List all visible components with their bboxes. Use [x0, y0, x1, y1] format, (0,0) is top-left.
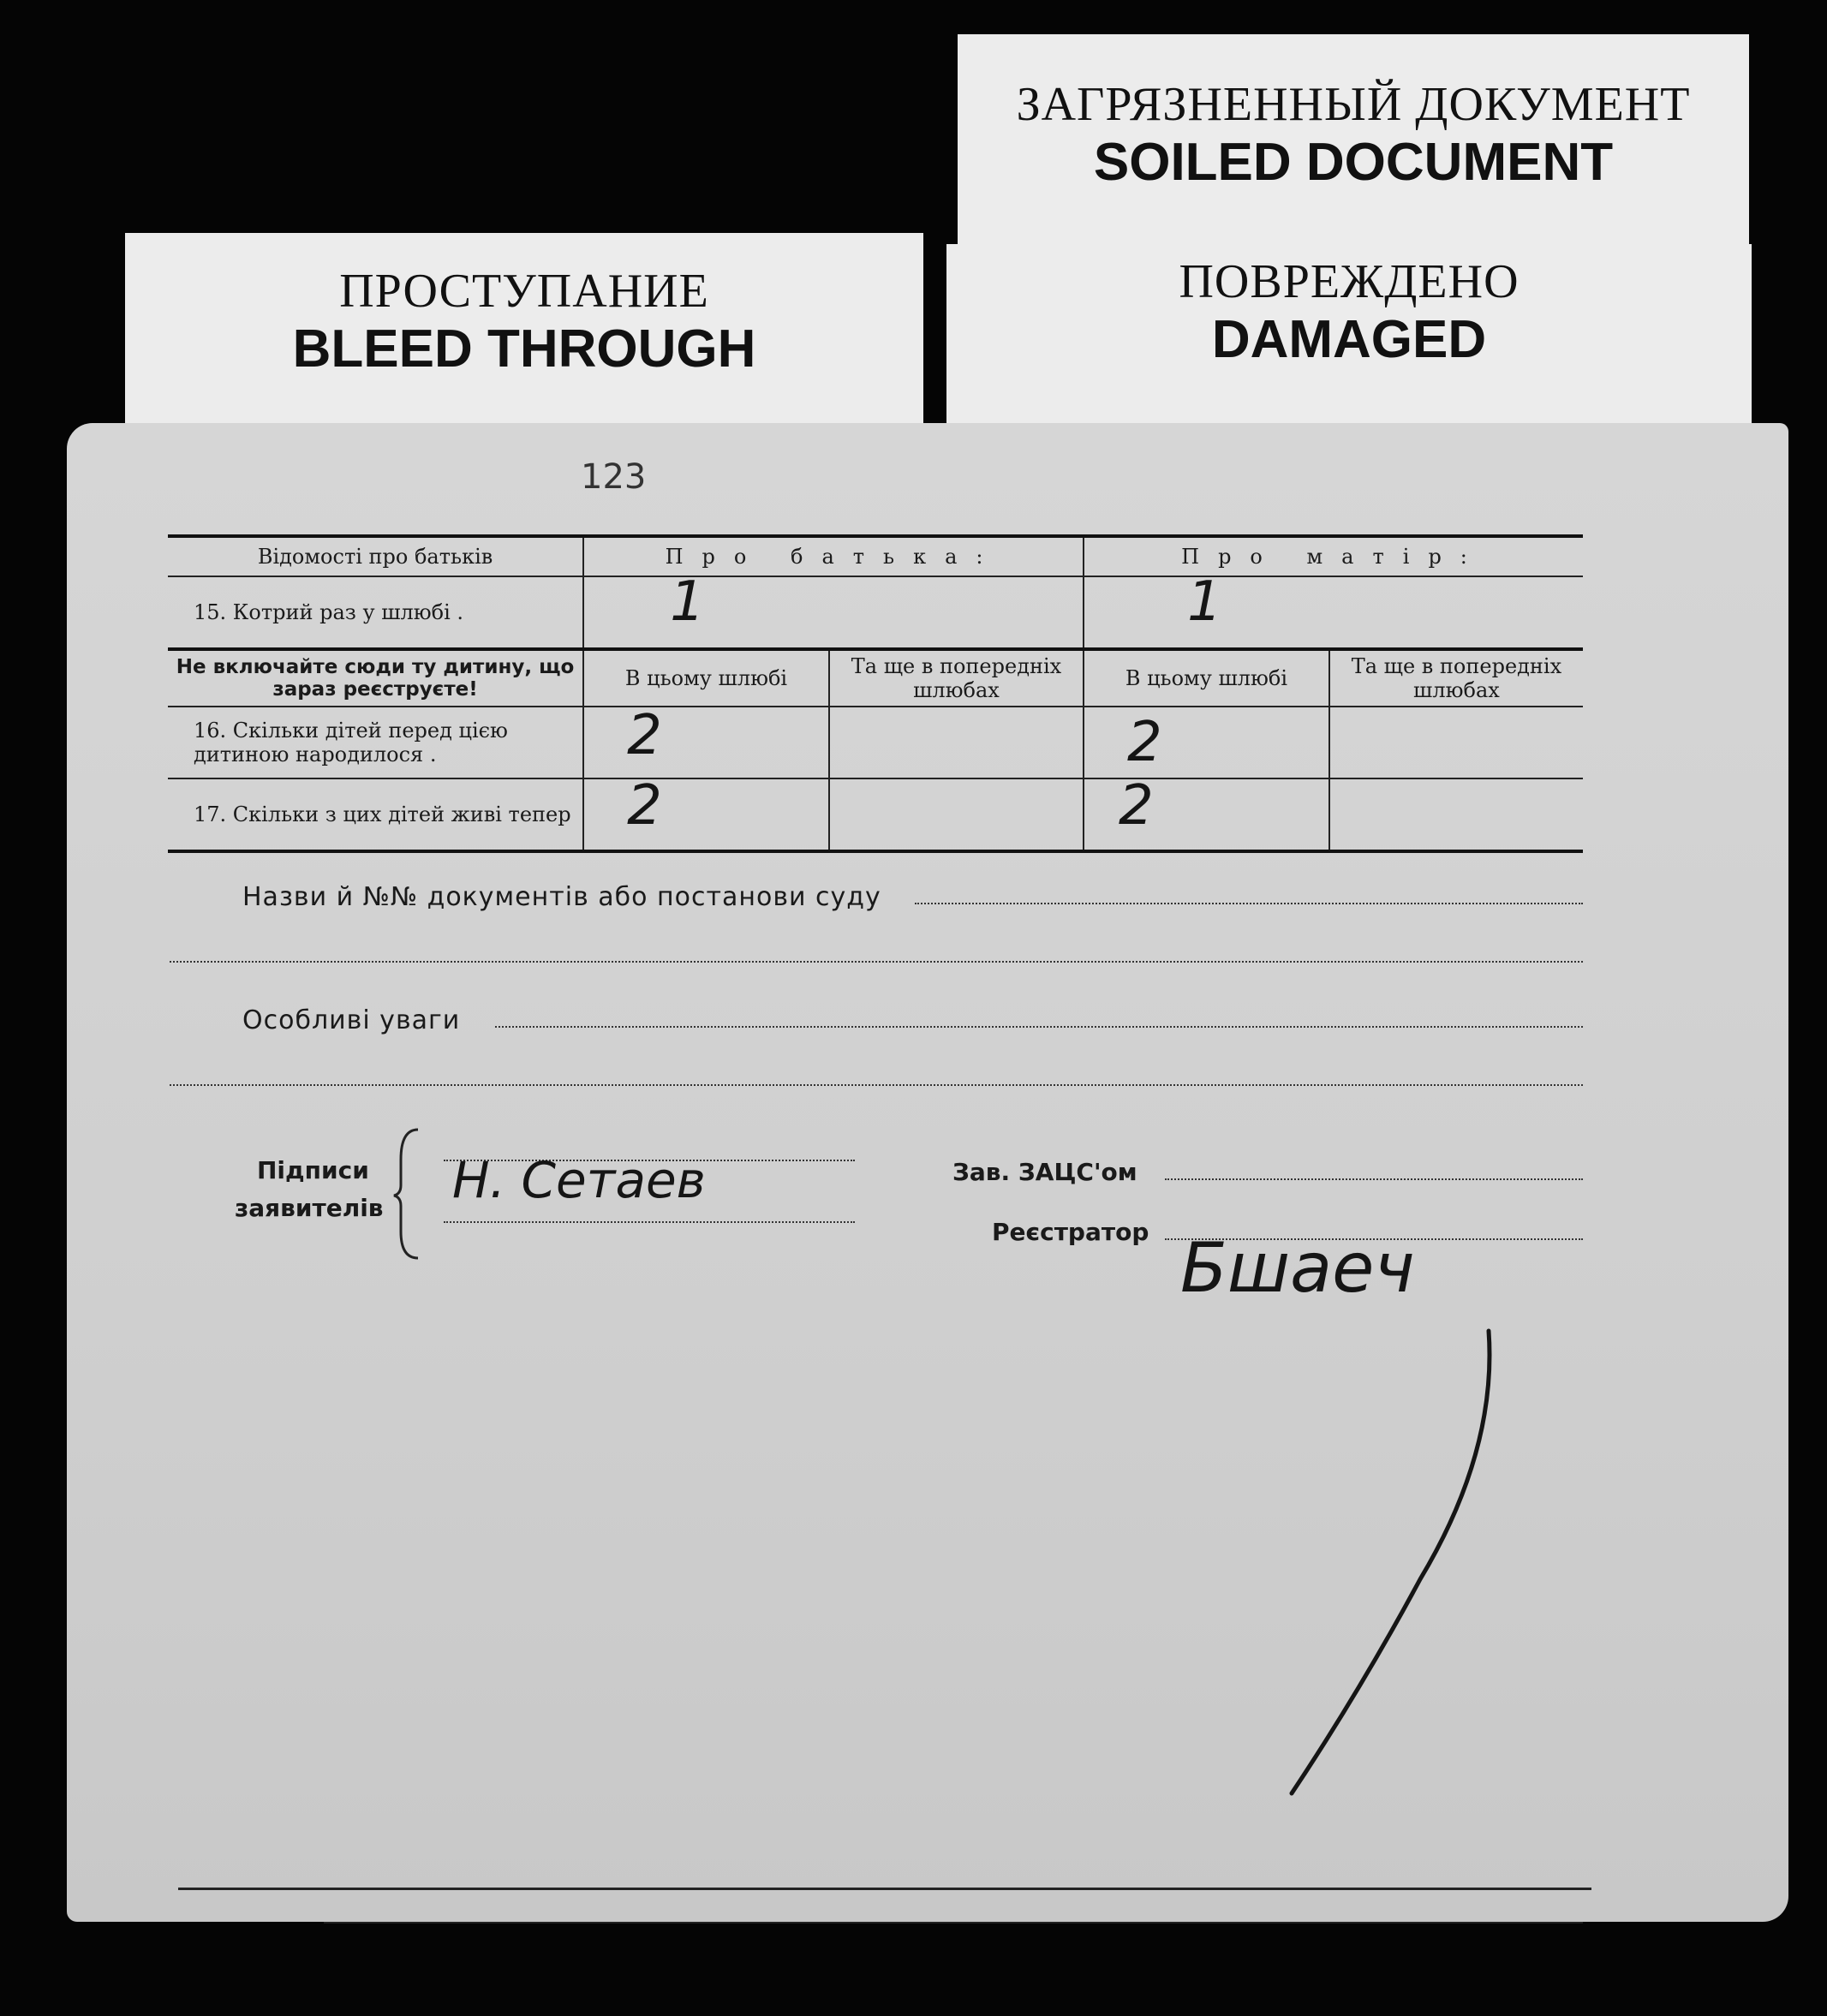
- documents-line-1: [915, 903, 1583, 904]
- row16-label: 16. Скільки дітей перед цією дитиною народилося .: [168, 707, 583, 778]
- bottom-rule-1: [178, 1888, 1591, 1890]
- row16-father-this-value: 2: [627, 704, 662, 767]
- table-row: [168, 707, 1583, 778]
- row15-father-value: 1: [670, 570, 705, 634]
- row16-father-prev-cell: [829, 707, 1084, 778]
- subheader-mother-prev: Та ще в попередніх шлюбах: [1329, 649, 1583, 707]
- parents-info-table: [168, 534, 1583, 853]
- table-row: [168, 778, 1583, 851]
- head-of-office-line: [1165, 1178, 1583, 1180]
- page-number: 123: [581, 457, 647, 497]
- row15-mother-value: 1: [1187, 570, 1222, 634]
- row17-father-this-value: 2: [627, 774, 662, 838]
- signatures-label-2: заявителів: [235, 1194, 384, 1222]
- remarks-line-1: [495, 1026, 1583, 1028]
- signatures-label-1: Підписи: [257, 1156, 369, 1184]
- document-sheet: [67, 423, 1788, 1922]
- row15-mother-cell: [1084, 570, 1583, 649]
- table-header-row: [168, 536, 1583, 576]
- row17-father-prev-cell: [829, 778, 1084, 851]
- row17-mother-this-cell: [1084, 774, 1329, 851]
- registrar-signature: Бшаеч: [1180, 1228, 1415, 1308]
- documents-label: Назви й №№ документів або постанови суду: [242, 882, 881, 912]
- note-exclude-child: Не включайте сюди ту дитину, що зараз реєструєте!: [168, 649, 583, 707]
- row17-mother-prev-cell: [1329, 778, 1583, 851]
- subheader-father-this: В цьому шлюбі: [583, 649, 829, 707]
- soiled-document-label-ru: ЗАГРЯЗНЕННЫЙ ДОКУМЕНТ: [1016, 78, 1691, 131]
- row15-label: 15. Котрий раз у шлюбі .: [168, 576, 583, 649]
- damaged-label-en: DAMAGED: [1211, 310, 1487, 369]
- applicant-signature-line-2: [444, 1221, 855, 1223]
- documents-line-2: [170, 961, 1583, 963]
- bottom-rule-2: [324, 1922, 1583, 1924]
- row16-mother-this-value: 2: [1127, 711, 1162, 774]
- row16-father-this-cell: [583, 704, 829, 778]
- header-father: Про батька:: [583, 536, 1084, 576]
- subheader-mother-this: В цьому шлюбі: [1084, 649, 1329, 707]
- row17-label: 17. Скільки з цих дітей живі тепер: [168, 778, 583, 851]
- soiled-document-label-card: [958, 34, 1749, 248]
- row17-father-this-cell: [583, 774, 829, 851]
- header-mother: Про матір:: [1084, 536, 1583, 576]
- row16-mother-prev-cell: [1329, 707, 1583, 778]
- remarks-label: Особливі уваги: [242, 1005, 461, 1035]
- registrar-label: Реєстратор: [992, 1218, 1149, 1246]
- row16-mother-this-cell: [1084, 707, 1329, 778]
- bleed-through-label-card: [125, 233, 923, 430]
- signatures-brace: [392, 1125, 427, 1262]
- header-parents: Відомості про батьків: [168, 536, 583, 576]
- table-row: [168, 576, 1583, 649]
- head-of-office-label: Зав. ЗАЦС'ом: [952, 1158, 1137, 1186]
- damaged-label-card: [946, 244, 1752, 437]
- bleed-through-label-ru: ПРОСТУПАНИЕ: [339, 265, 709, 318]
- bleed-through-label-en: BLEED THROUGH: [292, 319, 756, 379]
- row17-mother-this-value: 2: [1119, 774, 1154, 838]
- remarks-line-2: [170, 1084, 1583, 1086]
- row15-father-cell: [583, 570, 1084, 649]
- damaged-label-ru: ПОВРЕЖДЕНО: [1179, 255, 1520, 308]
- subheader-father-prev: Та ще в попередніх шлюбах: [829, 649, 1084, 707]
- applicant-signature: Н. Сетаев: [452, 1151, 706, 1209]
- registrar-signature-flourish: [1283, 1322, 1506, 1802]
- table-subheader-row: [168, 649, 1583, 707]
- soiled-document-label-en: SOILED DOCUMENT: [1093, 133, 1614, 192]
